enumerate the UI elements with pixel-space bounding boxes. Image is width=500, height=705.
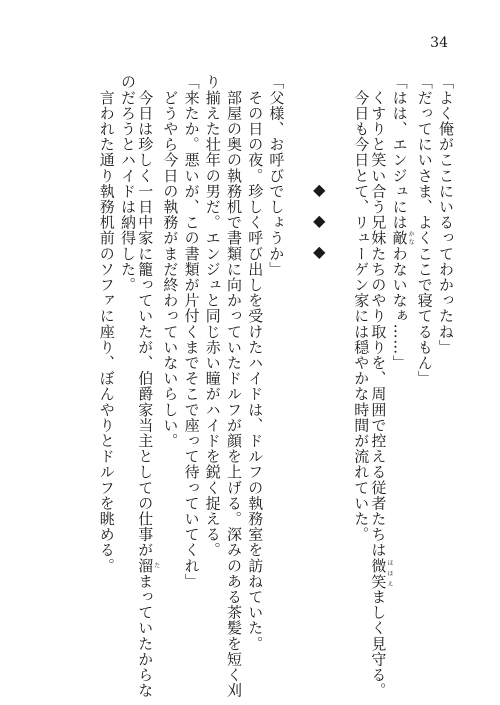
- ruby-base: 微笑: [369, 557, 388, 589]
- page-number: 34: [430, 35, 448, 51]
- ruby-reading: た: [152, 557, 160, 574]
- text-run: ましく見守る。: [369, 588, 388, 699]
- text-run: まっていたからな: [136, 573, 155, 699]
- ruby-reading: ほほえ: [385, 557, 393, 589]
- text-column: のだろうとハイドは納得した。: [119, 74, 137, 293]
- text-run: わないなぁ……」: [390, 245, 409, 371]
- text-column: [390, 74, 415, 371]
- ruby-word: [369, 557, 393, 589]
- text-column: [136, 74, 160, 699]
- text-column: 部屋の奥の執務机で書類に向かっていたドルフが顔を上げる。深みのある茶髪を短く刈: [225, 74, 243, 698]
- ruby-base: 敵: [390, 230, 409, 246]
- text-column: どうやら今日の執務がまだ終わっていないらしい。: [161, 74, 180, 449]
- ruby-word: [390, 230, 415, 246]
- text-run: くすりと笑い合う兄妹たちのやり取りを、周囲で控える従者たちは: [369, 74, 388, 558]
- ruby-reading: かな: [407, 230, 415, 246]
- text-run: 「はは、エンジュには: [390, 74, 409, 230]
- text-column: [369, 74, 393, 699]
- section-separator: ◆◆◆: [309, 180, 329, 273]
- ruby-word: [136, 557, 160, 574]
- text-column: 今日も今日とて、リューゲン家には穏やかな時間が流れていた。: [352, 74, 371, 542]
- text-column: その日の夜。珍しく呼び出しを受けたハイドは、ドルフの執務室を訪ねていた。: [246, 74, 265, 652]
- text-column: り揃えた壮年の男だ。エンジュと同じ赤い瞳がハイドを鋭く捉える。: [203, 74, 222, 558]
- text-column: 「だってにいさま、よくここで寝てるもん」: [415, 74, 434, 386]
- ruby-base: 溜: [136, 557, 155, 574]
- text-column: 「父様、お呼びでしょうか」: [267, 74, 286, 277]
- text-column: 「よく俺がここにいるってわかったね」: [437, 74, 455, 355]
- text-run: 今日は珍しく一日中家に籠っていたが、伯爵家当主としての仕事が: [136, 74, 155, 558]
- text-column: 言われた通り執務机前のソファに座り、ぼんやりとドルフを眺める。: [97, 74, 116, 574]
- text-column: 「来たか。悪いが、この書類が片付くまでそこで座って待っていてくれ」: [182, 74, 201, 589]
